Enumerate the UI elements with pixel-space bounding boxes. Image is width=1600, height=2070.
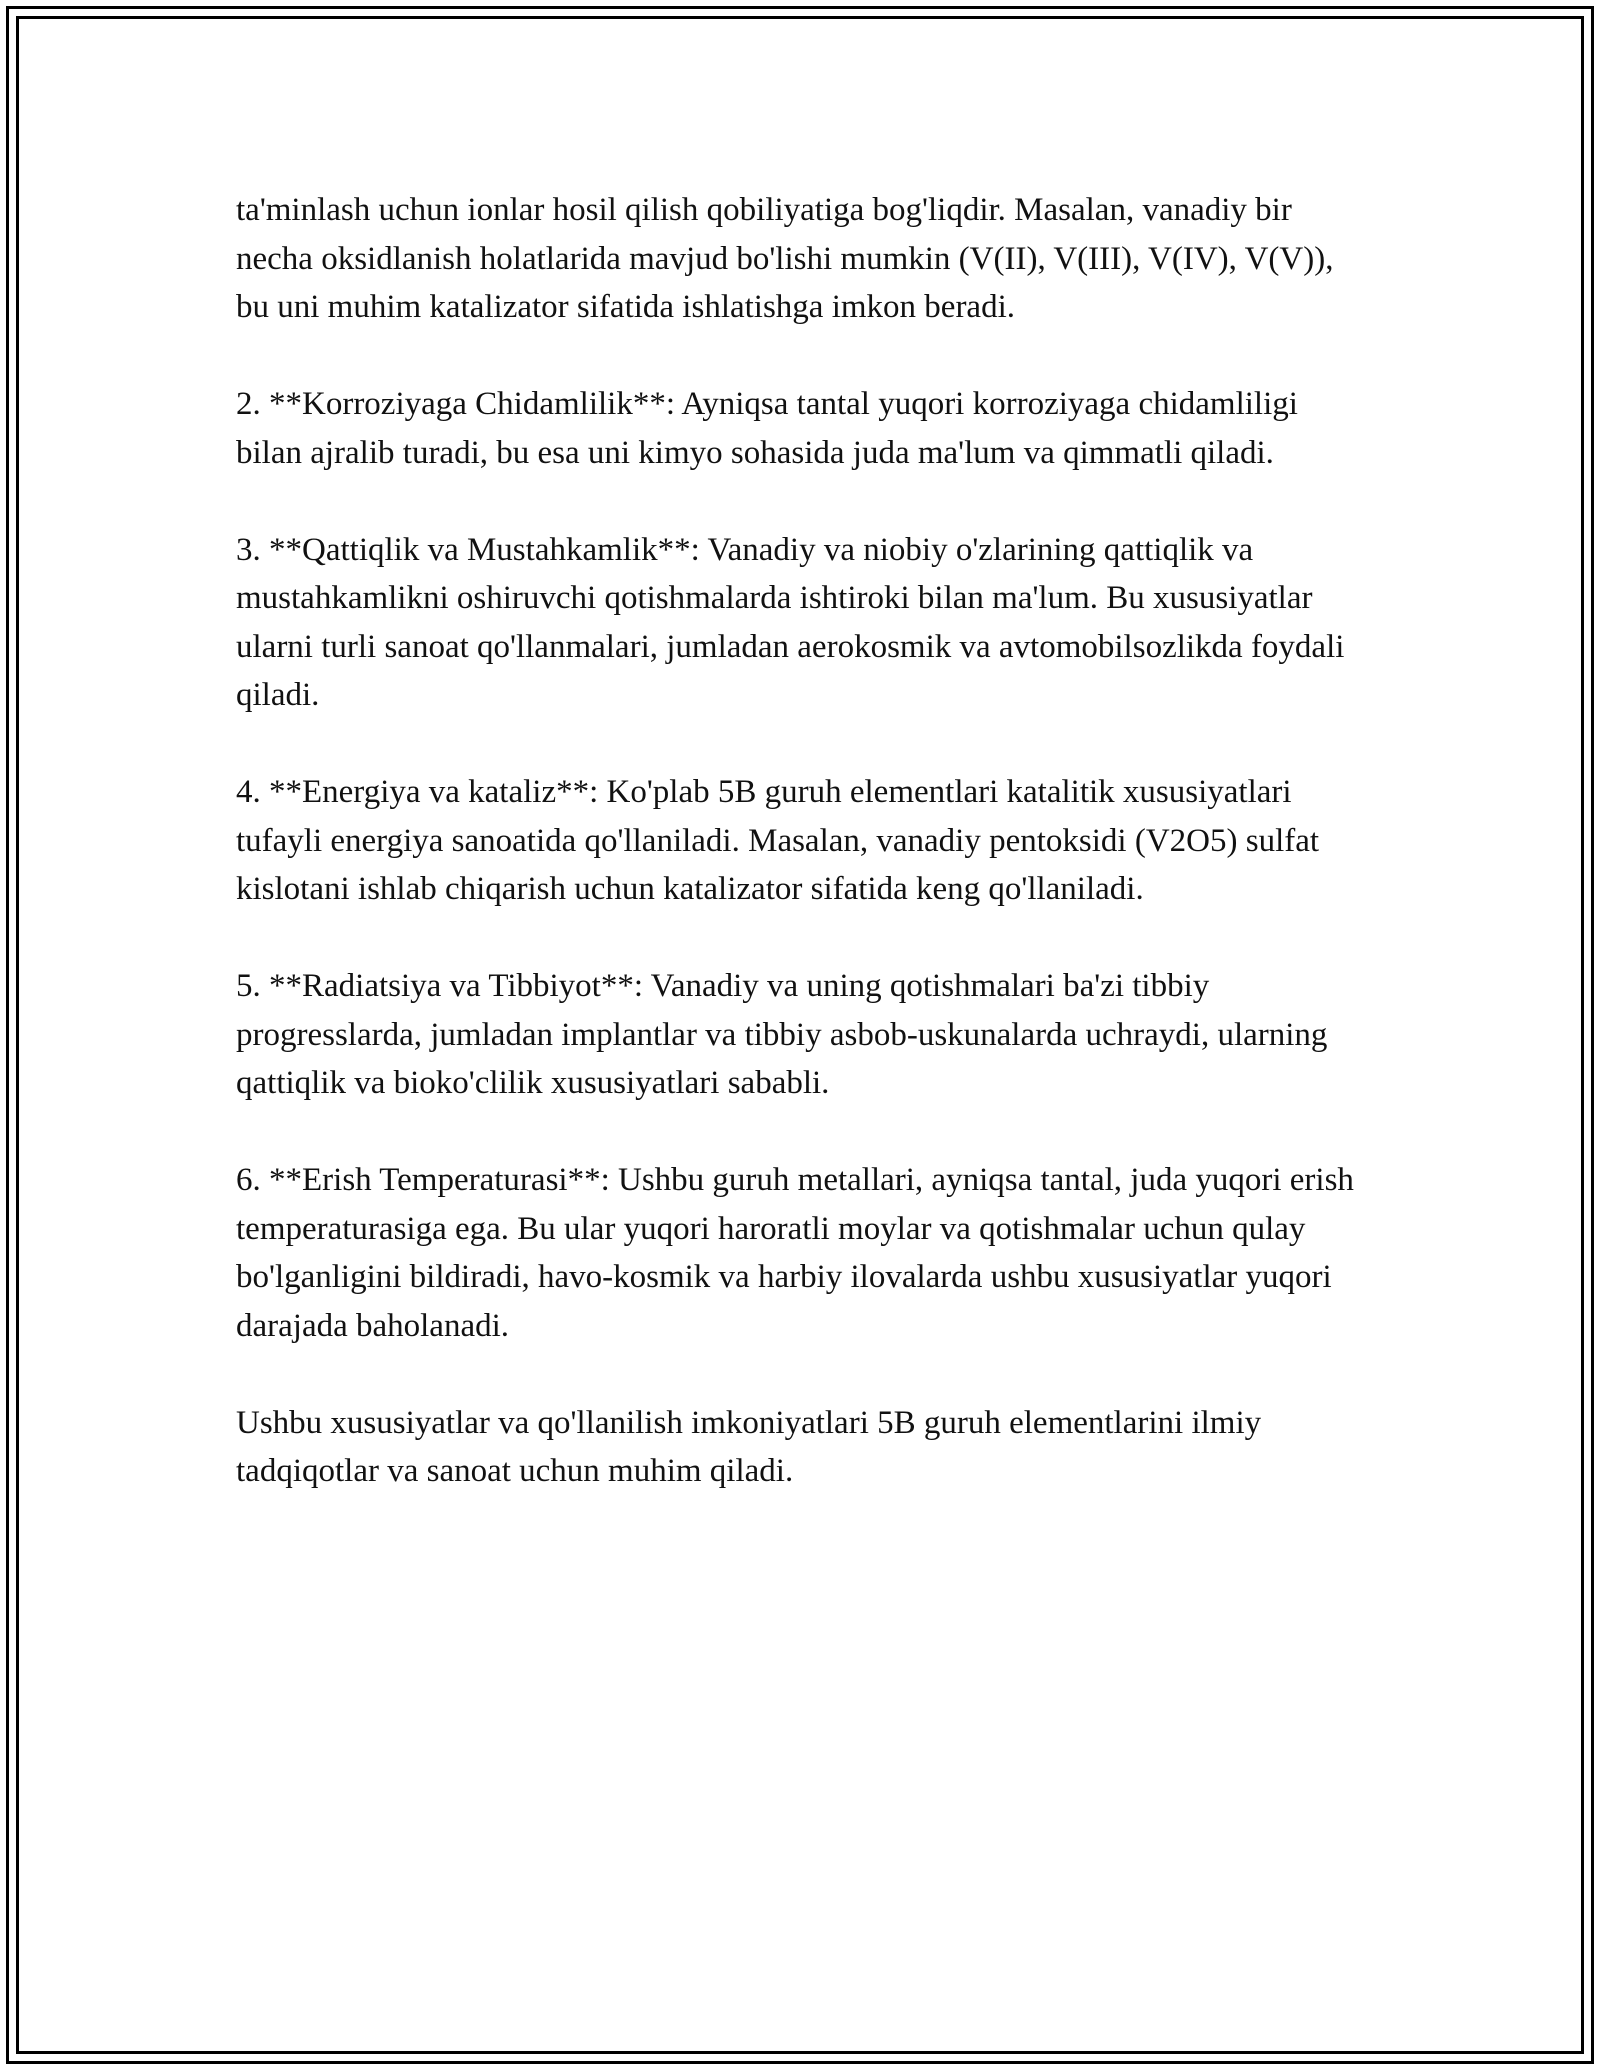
paragraph-erish-temperaturasi: 6. **Erish Temperaturasi**: Ushbu guruh metallari, ayniqsa tantal, juda yuqori erish temperaturasiga ega. Bu ular yuqori haroratli moylar va qotishmalar uchun qulay bo'lganligini bildiradi, havo-kosmik va harbiy ilovalarda ushbu xususiyatlar yuqori darajada baholanadi.: [236, 1162, 1354, 1344]
paragraph-conclusion: Ushbu xususiyatlar va qo'llanilish imkoniyatlari 5B guruh elementlarini ilmiy tadqiqotlar va sanoat uchun muhim qiladi.: [236, 1404, 1262, 1489]
paragraph-radiatsiya-va-tibbiyot: 5. **Radiatsiya va Tibbiyot**: Vanadiy va uning qotishmalari ba'zi tibbiy progresslarda, jumladan implantlar va tibbiy asbob-uskunalarda uchraydi, ularning qattiqlik va bioko'clilik xususiyatlari sababli.: [236, 968, 1328, 1101]
paragraph-energiya-va-kataliz: 4. **Energiya va kataliz**: Ko'plab 5B guruh elementlari katalitik xususiyatlari tufayli energiya sanoatida qo'llaniladi. Masalan, vanadiy pentoksidi (V2O5) sulfat kislotani ishlab chiqarish uchun katalizator sifatida keng qo'llaniladi.: [236, 774, 1320, 907]
paragraph-qattiqlik-va-mustahkamlik: 3. **Qattiqlik va Mustahkamlik**: Vanadiy va niobiy o'zlarining qattiqlik va mustahkamlikni oshiruvchi qotishmalarda ishtiroki bilan ma'lum. Bu xususiyatlar ularni turli sanoat qo'llanmalari, jumladan aerokosmik va avtomobilsozlikda foydali qiladi.: [236, 531, 1345, 713]
paragraph-korroziyaga-chidamlilik: 2. **Korroziyaga Chidamlilik**: Ayniqsa tantal yuqori korroziyaga chidamliligi bilan ajralib turadi, bu esa uni kimyo sohasida juda ma'lum va qimmatli qiladi.: [236, 386, 1298, 471]
document-body: [236, 186, 1370, 1544]
paragraph-intro-continuation: ta'minlash uchun ionlar hosil qilish qobiliyatiga bog'liqdir. Masalan, vanadiy bir necha oksidlanish holatlarida mavjud bo'lishi mumkin (V(II), V(III), V(IV), V(V)), bu uni muhim katalizator sifatida ishlatishga imkon beradi.: [236, 192, 1334, 325]
